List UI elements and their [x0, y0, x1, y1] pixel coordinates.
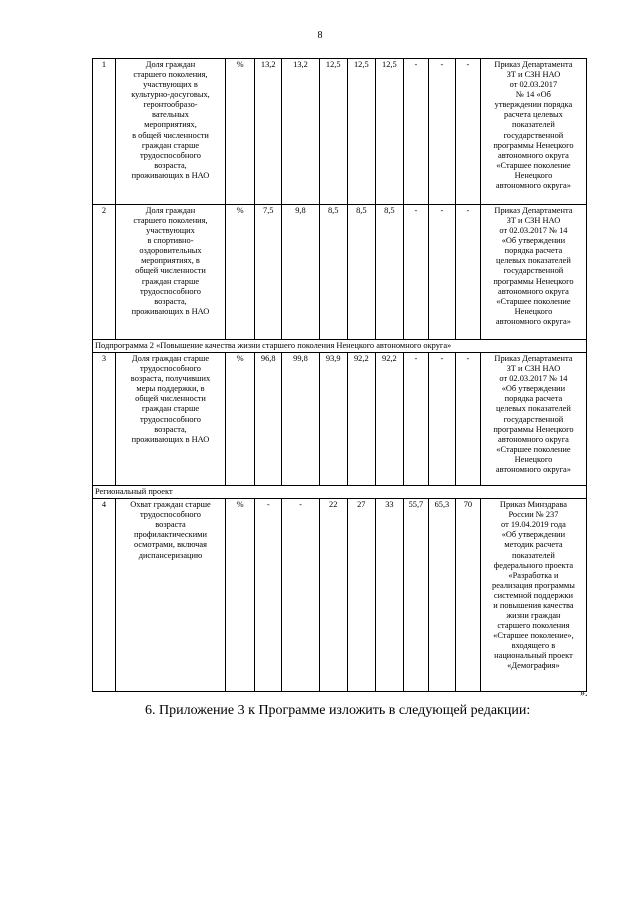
value-cell: - [428, 205, 455, 340]
section-row [93, 486, 587, 499]
section-row [93, 340, 587, 353]
value-cell: - [282, 499, 319, 692]
source-document: Приказ Департамента ЗТ и СЗН НАО от 02.03.2017 № 14 «Об утверждении порядка расчета целевых показателей государственной программы Ненецкого автономного округа «Старшее поколение Ненецкого автономного округа» [480, 59, 586, 205]
source-document: Приказ Минздрава России № 237 от 19.04.2019 года «Об утверждении методик расчета показателей федерального проекта «Разработка и реализация программы системной поддержки и повышения качества жизни граждан старшего поколения «Старшее поколение», входящего в национальный проект «Демография» [480, 499, 586, 692]
value-cell: - [403, 59, 428, 205]
value-cell: 33 [375, 499, 403, 692]
value-cell: 27 [347, 499, 375, 692]
unit-cell: % [226, 205, 255, 340]
amendment-instruction: 6. Приложение 3 к Программе изложить в следующей редакции: [145, 703, 531, 718]
row-number: 1 [93, 59, 116, 205]
value-cell: 93,9 [319, 353, 347, 486]
source-document: Приказ Департамента ЗТ и СЗН НАО от 02.03.2017 № 14 «Об утверждении порядка расчета целевых показателей государственной программы Ненецкого автономного округа «Старшее поколение Ненецкого автономного округа» [480, 353, 586, 486]
table-row [93, 59, 587, 205]
table-row [93, 499, 587, 692]
row-number: 3 [93, 353, 116, 486]
value-cell: 7,5 [255, 205, 282, 340]
value-cell: 92,2 [375, 353, 403, 486]
unit-cell: % [226, 353, 255, 486]
indicator-name: Охват граждан старше трудоспособного возраста профилактическими осмотрами, включая диспансеризацию [115, 499, 225, 692]
value-cell: 13,2 [255, 59, 282, 205]
indicator-name: Доля граждан старше трудоспособного возраста, получивших меры поддержки, в общей численности граждан старше трудоспособного возраста, проживающих в НАО [115, 353, 225, 486]
source-document: Приказ Департамента ЗТ и СЗН НАО от 02.03.2017 № 14 «Об утверждении порядка расчета целевых показателей государственной программы Ненецкого автономного округа «Старшее поколение Ненецкого автономного округа» [480, 205, 586, 340]
value-cell: 8,5 [319, 205, 347, 340]
value-cell: 12,5 [347, 59, 375, 205]
value-cell: - [455, 59, 480, 205]
value-cell: 92,2 [347, 353, 375, 486]
value-cell: - [403, 353, 428, 486]
value-cell: - [455, 353, 480, 486]
value-cell: 12,5 [375, 59, 403, 205]
value-cell: - [403, 205, 428, 340]
value-cell: 12,5 [319, 59, 347, 205]
table-row [93, 205, 587, 340]
value-cell: - [455, 205, 480, 340]
value-cell: 8,5 [375, 205, 403, 340]
subprogram-heading: Подпрограмма 2 «Повышение качества жизни старшего поколения Ненецкого автономного округа» [93, 340, 587, 353]
row-number: 2 [93, 205, 116, 340]
closing-quote: ». [580, 688, 588, 699]
table-row [93, 353, 587, 486]
page-number: 8 [317, 30, 323, 41]
value-cell: - [428, 59, 455, 205]
value-cell: 65,3 [428, 499, 455, 692]
value-cell: 55,7 [403, 499, 428, 692]
indicator-name: Доля граждан старшего поколения, участвующих в культурно-досуговых, геронтообразо- вательных мероприятиях, в общей численности граждан старше трудоспособного возраста, проживающих в НАО [115, 59, 225, 205]
value-cell: 9,8 [282, 205, 319, 340]
row-number: 4 [93, 499, 116, 692]
value-cell: - [255, 499, 282, 692]
regional-project-heading: Региональный проект [93, 486, 587, 499]
value-cell: 22 [319, 499, 347, 692]
value-cell: 13,2 [282, 59, 319, 205]
value-cell: 99,8 [282, 353, 319, 486]
value-cell: 8,5 [347, 205, 375, 340]
unit-cell: % [226, 59, 255, 205]
indicators-table [92, 58, 587, 692]
value-cell: 96,8 [255, 353, 282, 486]
unit-cell: % [226, 499, 255, 692]
indicator-name: Доля граждан старшего поколения, участвующих в спортивно- оздоровительных мероприятиях, в общей численности граждан старше трудоспособного возраста, проживающих в НАО [115, 205, 225, 340]
value-cell: - [428, 353, 455, 486]
value-cell: 70 [455, 499, 480, 692]
